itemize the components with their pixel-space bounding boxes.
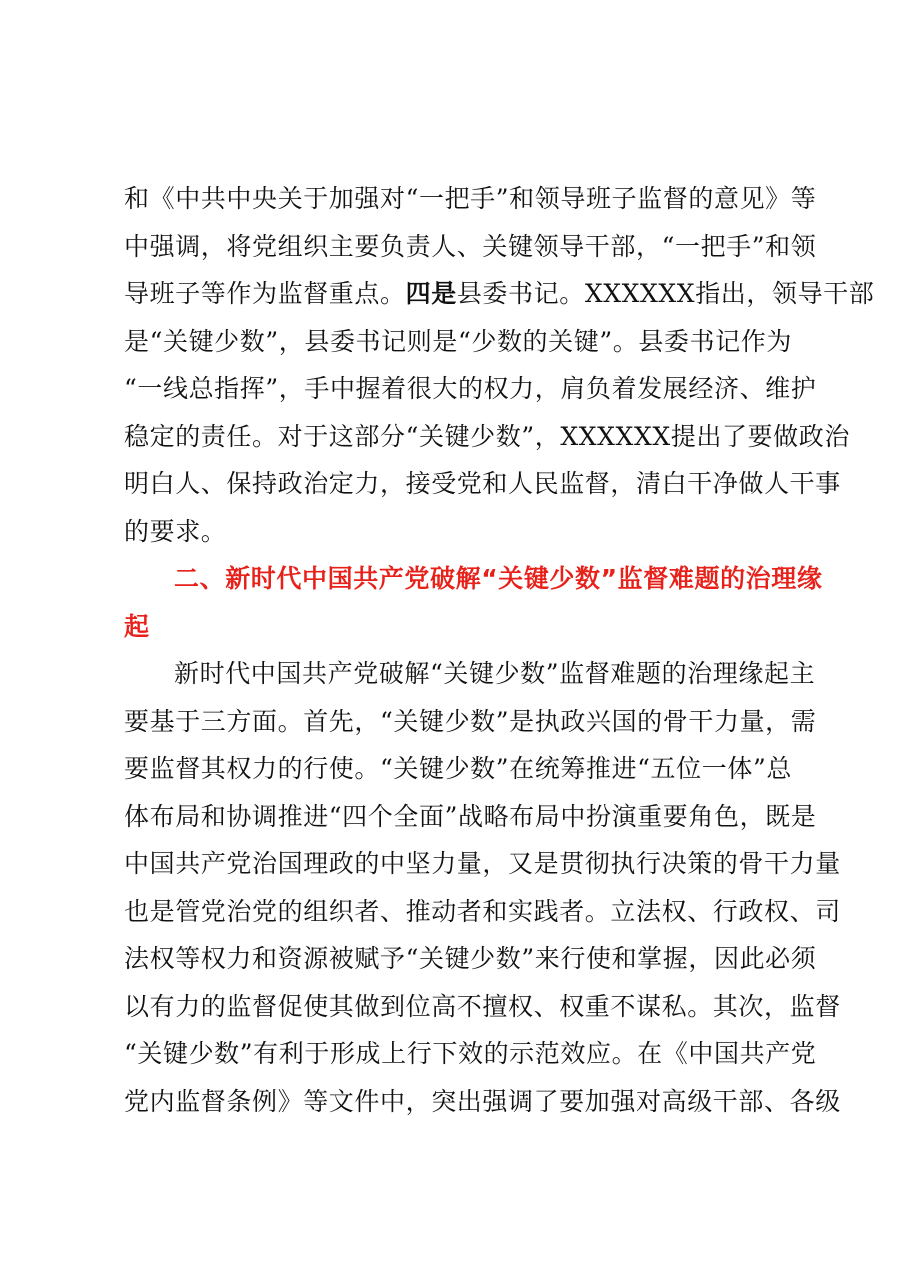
paragraph-line: 以有力的监督促使其做到位高不擅权、权重不谋私。其次，监督 [124, 991, 841, 1021]
document-body [124, 175, 875, 1125]
paragraph-line: 的要求。 [124, 516, 227, 546]
paragraph-line: 中强调，将党组织主要负责人、关键领导干部，“一把手”和领 [124, 231, 817, 261]
paragraph-line: “关键少数”有利于形成上行下效的示范效应。在《中国共产党 [124, 1039, 817, 1068]
paragraph-text: 导班子等作为监督重点。 [124, 279, 406, 308]
paragraph-line: 党内监督条例》等文件中，突出强调了要加强对高级干部、各级 [124, 1086, 841, 1116]
paragraph-line: 要监督其权力的行使。“关键少数”在统筹推进“五位一体”总 [124, 754, 792, 783]
paragraph-1 [124, 175, 875, 555]
paragraph-line [124, 270, 875, 318]
section-heading-line: 起 [124, 611, 150, 641]
section-heading [124, 555, 823, 650]
paragraph-line: “一线总指挥”，手中握着很大的权力，肩负着发展经济、维护 [124, 374, 817, 403]
paragraph-line: 也是管党治党的组织者、推动者和实践者。立法权、行政权、司 [124, 896, 841, 926]
paragraph-line: 法权等权力和资源被赋予“关键少数”来行使和掌握，因此必须 [124, 944, 817, 973]
paragraph-line: 中国共产党治国理政的中坚力量，又是贯彻执行决策的骨干力量 [124, 849, 841, 878]
paragraph-line: 是“关键少数”，县委书记则是“少数的关键”。县委书记作为 [124, 326, 792, 356]
paragraph-line: 稳定的责任。对于这部分“关键少数”，XXXXXX提出了要做政治 [124, 421, 850, 451]
paragraph-line: 体布局和协调推进“四个全面”战略布局中扮演重要角色，既是 [124, 801, 817, 831]
paragraph-text: 县委书记。XXXXXX指出，领导干部 [456, 279, 875, 308]
paragraph-2 [124, 650, 841, 1125]
paragraph-line: 要基于三方面。首先，“关键少数”是执政兴国的骨干力量，需 [124, 706, 817, 736]
bold-marker: 四是 [405, 279, 457, 308]
paragraph-line: 新时代中国共产党破解“关键少数”监督难题的治理缘起主 [174, 659, 816, 688]
section-heading-line: 二、新时代中国共产党破解“关键少数”监督难题的治理缘 [174, 564, 823, 593]
paragraph-line: 和《中共中央关于加强对“一把手”和领导班子监督的意见》等 [124, 184, 817, 213]
paragraph-line: 明白人、保持政治定力，接受党和人民监督，清白干净做人干事 [124, 469, 841, 498]
